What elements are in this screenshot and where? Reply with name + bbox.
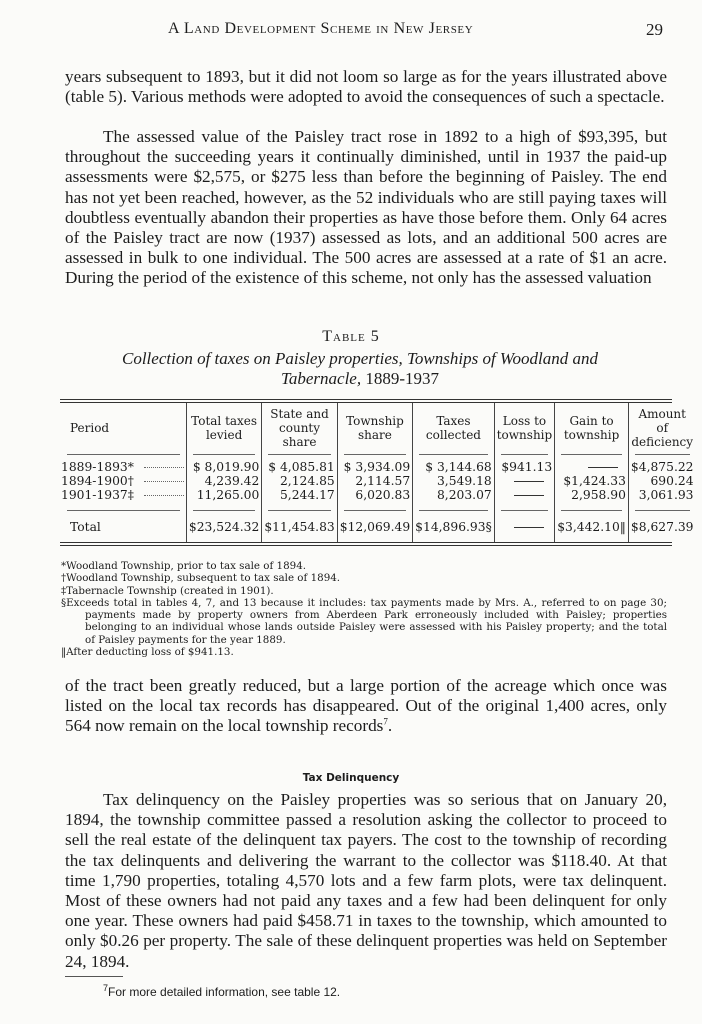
page-number: 29 — [646, 20, 663, 39]
cell-total-township: $12,069.49 — [337, 512, 412, 542]
page-footnote-text: For more detailed information, see table 12. — [108, 985, 341, 999]
table-footnote: ‡Tabernacle Township (created in 1901). — [61, 584, 274, 597]
page-header — [0, 20, 702, 42]
cell-total-state: $11,454.83 — [262, 512, 337, 542]
cell-total-deficiency: $8,627.39 — [628, 512, 695, 542]
table-total-row — [60, 512, 696, 542]
table-footnote: ‖After deducting loss of $941.13. — [61, 646, 234, 659]
cell-period: 1901-1937‡ — [61, 488, 134, 502]
footnote-ref: 7 — [383, 716, 388, 727]
cell-collected: $ 3,144.68 — [413, 456, 495, 474]
cell-gain: 2,958.90 — [555, 488, 629, 502]
cell-state: 2,124.85 — [262, 474, 337, 488]
cell-gain: $1,424.33 — [555, 474, 629, 488]
cell-total-levied: $23,524.32 — [186, 512, 261, 542]
col-header-township: Township share — [337, 403, 412, 452]
cell-deficiency: 3,061.93 — [628, 488, 695, 502]
paragraph-3 — [65, 676, 667, 737]
col-header-levied: Total taxes levied — [186, 403, 261, 452]
running-title: A Land Development Scheme in New Jersey — [168, 20, 474, 37]
table-footnote: †Woodland Township, subsequent to tax sale of 1894. — [61, 572, 341, 585]
col-header-loss: Loss to township — [494, 403, 554, 452]
cell-levied: 4,239.42 — [186, 474, 261, 488]
cell-total-gain: $3,442.10‖ — [555, 512, 629, 542]
col-header-gain: Gain to township — [555, 403, 629, 452]
table-footnote: *Woodland Township, prior to tax sale of 1894. — [61, 560, 307, 572]
table-bottom-rule — [60, 542, 672, 546]
col-header-period: Period — [70, 421, 110, 435]
cell-loss — [494, 488, 554, 502]
cell-state: 5,244.17 — [262, 488, 337, 502]
cell-levied: $ 8,019.90 — [186, 456, 261, 474]
cell-deficiency: $4,875.22 — [628, 456, 695, 474]
cell-township: 2,114.57 — [337, 474, 412, 488]
paragraph-3-end: . — [387, 716, 393, 736]
cell-levied: 11,265.00 — [186, 488, 261, 502]
cell-total-loss — [494, 512, 554, 542]
cell-total-collected: $14,896.93§ — [413, 512, 495, 542]
cell-deficiency: 690.24 — [628, 474, 695, 488]
section-heading: Tax Delinquency — [302, 772, 400, 784]
page-footnote — [103, 985, 340, 999]
table-caption — [80, 349, 640, 389]
leader-dots — [144, 467, 184, 468]
cell-period: 1894-1900† — [61, 474, 134, 488]
cell-collected: 8,203.07 — [413, 488, 495, 502]
footnote-rule — [65, 976, 123, 977]
paragraph-2: The assessed value of the Paisley tract rose in 1892 to a high of $93,395, but throughout the succeeding years it continually diminished, until in 1937 the paid-up assessments were $2,575, or $275 less than before the beginning of Paisley. The end has not yet been reached, however, as the 52 individuals who are still paying taxes will doubtless eventually abandon their properties as have those before them. Only 64 acres of the Paisley tract are now (1937) assessed as lots, and an additional 500 acres are assessed in bulk to one individual. The 500 acres are assessed at a rate of $1 an acre. During the period of the existence of this scheme, not only has the assessed valuation — [65, 127, 667, 288]
cell-loss: $941.13 — [494, 456, 554, 474]
table-row — [60, 456, 696, 474]
table-row — [60, 488, 696, 502]
leader-dots — [144, 495, 184, 496]
cell-total-label: Total — [70, 520, 101, 534]
table-caption-years: 1889-1937 — [361, 369, 440, 388]
em-dash — [514, 527, 544, 528]
cell-loss — [494, 474, 554, 488]
leader-dots — [144, 481, 184, 482]
table-header-row — [60, 403, 696, 452]
table-row — [60, 474, 696, 488]
table-footnotes — [61, 560, 667, 658]
cell-township: 6,020.83 — [337, 488, 412, 502]
em-dash — [514, 481, 544, 482]
em-dash — [514, 495, 544, 496]
col-header-state: State and county share — [262, 403, 337, 452]
col-header-collected: Taxes collected — [413, 403, 495, 452]
paragraph-1: years subsequent to 1893, but it did not loom so large as for the years illustrated above (table 5). Various methods were adopted to avoid the consequences of such a spectacle. — [65, 67, 667, 107]
data-table — [60, 399, 694, 546]
em-dash — [588, 467, 618, 468]
cell-period: 1889-1893* — [61, 460, 134, 474]
table-caption-text: Collection of taxes on Paisley properties, Townships of Woodland and Tabernacle, — [122, 349, 598, 388]
cell-gain — [555, 456, 629, 474]
paragraph-3-text: of the tract been greatly reduced, but a large portion of the acreage which once was listed on the local tax records has disappeared. Out of the original 1,400 acres, only 564 now remain on the local township records — [65, 676, 667, 736]
table-label: Table 5 — [322, 328, 380, 345]
cell-collected: 3,549.18 — [413, 474, 495, 488]
cell-state: $ 4,085.81 — [262, 456, 337, 474]
total-rule-row — [60, 502, 696, 512]
cell-township: $ 3,934.09 — [337, 456, 412, 474]
paragraph-4: Tax delinquency on the Paisley properties was so serious that on January 20, 1894, the township committee passed a resolution asking the collector to proceed to sell the real estate of the delinquent tax payers. The cost to the township of recording the tax delinquents and delivering the warrant to the collector was $118.40. At that time 1,790 properties, totaling 4,570 lots and a few farm plots, were tax delinquent. Most of these owners had not paid any taxes and a few had been delinquent for only one year. These owners had paid $458.71 in taxes to the township, which amounted to only $0.26 per property. The sale of these delinquent properties was held on September 24, 1894. — [65, 790, 667, 971]
page-footnote-marker: 7 — [103, 983, 109, 993]
table-footnote: §Exceeds total in tables 4, 7, and 13 because it includes: tax payments made by Mrs. A., referred to on page 30; payments made by property owners from Aberdeen Park erroneously included with Paisley; properties belonging to an individual whose lands outside Paisley were assessed with his Paisley property; and the total of Paisley payments for the year 1889. — [61, 596, 667, 646]
col-header-deficiency: Amount of deficiency — [628, 403, 695, 452]
